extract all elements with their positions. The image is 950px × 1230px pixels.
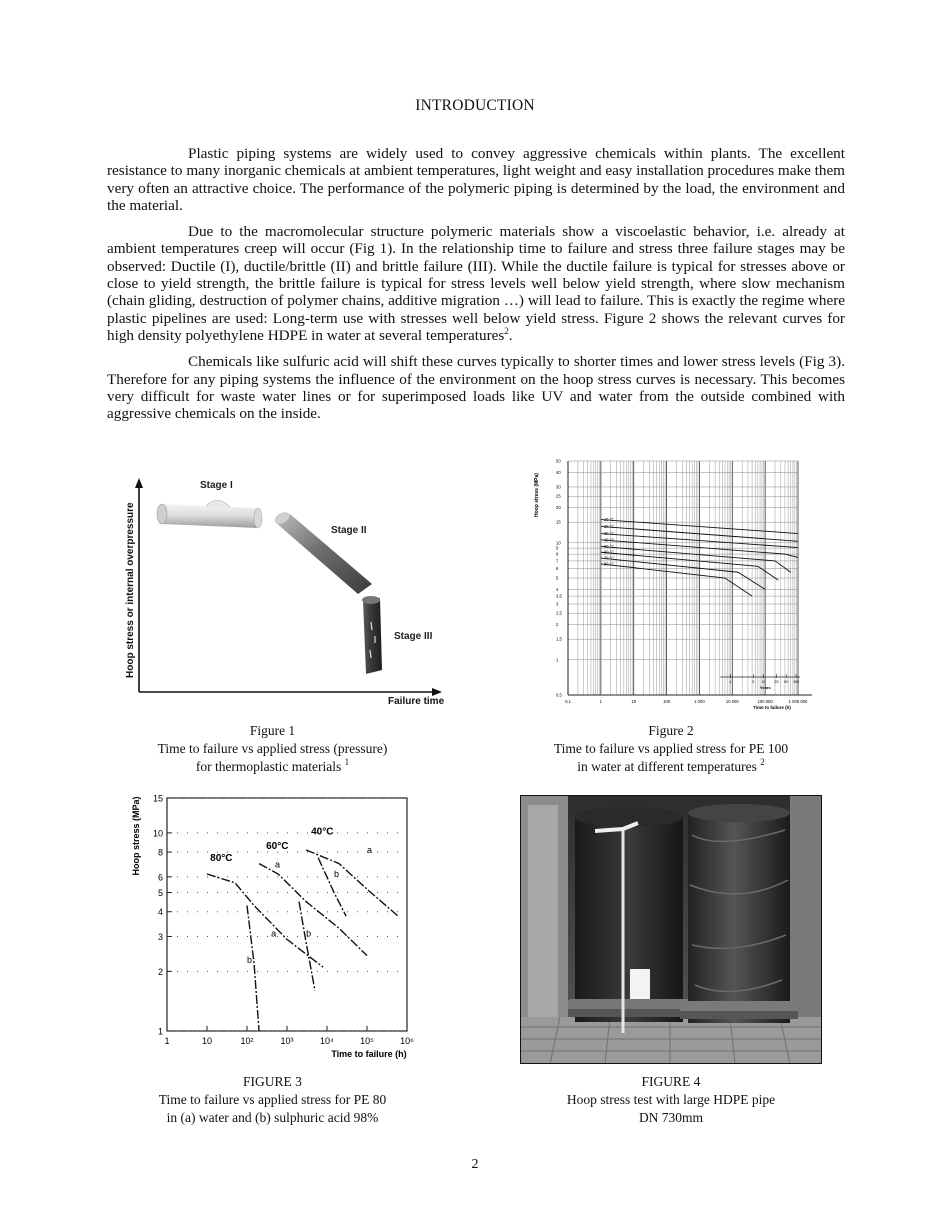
figure-3-temperature-label: 80°C <box>210 853 233 865</box>
stage-2-pipe <box>273 510 372 594</box>
photo-floor <box>520 1017 822 1064</box>
figure-3-caption-line-2: in (a) water and (b) sulphuric acid 98% <box>166 1110 379 1125</box>
figure-3-x-tick-label: 10³ <box>280 1036 294 1046</box>
figure-2-y-tick-label: 4 <box>556 586 559 592</box>
reference-superscript: 2 <box>504 325 509 336</box>
figure-1-illustration <box>120 472 445 712</box>
figure-2-y-tick-label: 2,5 <box>556 610 562 616</box>
figure-3-y-tick-label: 2 <box>157 966 163 977</box>
figure-3-curve <box>259 864 367 956</box>
figure-3-temperature-label: 60°C <box>266 840 289 852</box>
figure-2-legend-entry: 30 °C <box>603 531 615 537</box>
figure-2-y-tick-label: 3,5 <box>556 593 562 599</box>
figure-2-y-tick-label: 2 <box>556 622 559 628</box>
figure-2-curve <box>601 543 791 572</box>
figure-3-x-tick-label: 1 <box>164 1036 170 1046</box>
figure-2-curve <box>601 555 765 589</box>
figure-2-x-tick-label: 1 000 000 <box>788 699 808 704</box>
figure-3-chart <box>125 790 425 1065</box>
page-number: 2 <box>471 1157 479 1172</box>
figure-2-years-tick-label: 100 <box>792 680 800 684</box>
stage-3-pipe <box>362 596 382 674</box>
figure-2-years-tick-label: 50 <box>784 680 789 684</box>
stage-1-pipe <box>157 500 262 528</box>
figure-4-caption-line-2: DN 730mm <box>638 1110 704 1125</box>
figure-3-dotted-grid <box>167 798 407 1031</box>
paragraph-3: Chemicals like sulfuric acid will shift these curves typically to shorter times and lower stress levels (Fig 3). Therefore for any piping systems the influence of the environment on the hoop stress curves is necessary. This becomes very difficult for waste water lines or for superimposed loads like UV and water from the outside combined with aggressive chemicals on the inside. <box>107 353 845 423</box>
figure-2-chart <box>526 455 816 710</box>
figure-2-x-tick-label: 10 000 <box>725 699 739 704</box>
figure-1-caption-line-2: for thermoplastic materials <box>195 759 342 774</box>
figure-3-curves <box>207 850 398 1031</box>
figure-3-series-marker: b <box>334 868 340 879</box>
figure-2-caption-line-2-wrap <box>521 758 821 776</box>
figure-2-legend-entry: 40 °C <box>603 537 615 543</box>
figure-2-legend <box>604 517 615 566</box>
figure-3-y-tick-label: 4 <box>157 907 163 918</box>
figure-2-years-tick-label: 1 <box>729 680 732 684</box>
figure-1-caption-line-2-wrap <box>120 758 425 776</box>
figure-4-photo <box>520 795 822 1064</box>
figure-2-reference: 2 <box>760 757 765 767</box>
figure-3-series-marker: b <box>306 928 312 939</box>
figure-3-x-tick-label: 10⁶ <box>400 1036 414 1046</box>
figure-4-caption <box>521 1073 821 1127</box>
figure-3-caption-line-1: Time to failure vs applied stress for PE 80 <box>158 1092 387 1107</box>
figure-3-y-tick-label: 10 <box>152 828 163 839</box>
figure-1-y-label: Hoop stress or internal overpressure <box>125 502 136 678</box>
figure-2-x-tick-label: 1 <box>599 699 603 704</box>
figure-3-curve <box>247 906 259 1031</box>
figure-3-title: FIGURE 3 <box>243 1074 302 1089</box>
figure-3-x-tick-label: 10⁵ <box>360 1036 374 1046</box>
figure-3-y-tick-label: 6 <box>157 872 163 883</box>
figure-2-legend-entry: 80 °C <box>603 561 615 567</box>
figure-3-y-tick-label: 5 <box>157 888 163 899</box>
figure-3-series-marker: a <box>367 845 373 856</box>
figure-2-title: Figure 2 <box>648 723 694 738</box>
figure-3-x-tick-label: 10 <box>201 1036 213 1046</box>
figure-2-x-tick-label: 1 000 <box>694 699 705 704</box>
figure-2-y-tick-label: 40 <box>556 469 561 475</box>
figure-2-x-tick-label: 0,1 <box>565 699 571 704</box>
stage-3-label: Stage III <box>394 631 433 642</box>
figure-2-y-tick-label: 5 <box>556 575 559 581</box>
figure-3-series-marker: a <box>274 859 280 870</box>
figure-3-series-marker: a <box>271 928 277 939</box>
figure-2-y-tick-label: 9 <box>556 545 559 551</box>
figure-2-y-tick-label: 30 <box>556 484 561 490</box>
figure-4-title: FIGURE 4 <box>641 1074 701 1089</box>
figure-3-x-tick-label: 10² <box>240 1036 254 1046</box>
figure-2-years-label: Years <box>759 685 771 690</box>
figure-3-x-label: Time to failure (h) <box>331 1049 407 1059</box>
paragraph-2-text: Due to the macromolecular structure polymeric materials show a viscoelastic behavior, i.e. already at ambient temperatures creep will occur (Fig 1). In the relationship time to failure and stress three failure stages may be observed: Ductile (I), ductile/brittle (II) and brittle failure (III). While the ductile failure is typical for stresses above or close to yield strength, the brittle failure is typical for stress levels well below yield strength, where slow mechanism (chain gliding, destruction of polymer chains, additive migration …) will lead to failure. This is exactly the regime where plastic pipelines are used: Long-term use with stresses well below yield stress. Figure 2 shows the relevant curves for high density polyethylene HDPE in water at several temperatures <box>107 223 845 344</box>
figure-2-y-tick-label: 1,5 <box>556 636 562 642</box>
figure-2-legend-entry: 20 °C <box>603 523 615 529</box>
figure-1-reference: 1 <box>344 757 350 767</box>
figure-3-temperature-label: 40°C <box>311 826 334 838</box>
figure-2-legend-entry: 10 °C <box>603 517 615 523</box>
figure-2-y-tick-label: 1 <box>556 657 559 663</box>
figure-2-years-tick-label: 10 <box>761 680 766 684</box>
figure-3-y-tick-label: 1 <box>157 1026 163 1037</box>
figure-2-years-tick-label: 5 <box>752 680 755 684</box>
figure-3-y-tick-label: 8 <box>157 847 163 858</box>
figure-3-curve <box>207 874 323 967</box>
figure-3-curve <box>299 902 315 991</box>
body-text <box>107 145 845 431</box>
figure-2-caption <box>521 722 821 776</box>
figure-2-y-tick-label: 3 <box>556 601 559 607</box>
stage-1-label: Stage I <box>200 480 233 491</box>
figure-2-y-tick-label: 7 <box>556 558 559 564</box>
figure-2-x-tick-label: 100 <box>663 699 671 704</box>
stage-2-label: Stage II <box>331 525 367 536</box>
paragraph-2-period: . <box>508 326 513 344</box>
figure-3-x-tick-label: 10⁴ <box>320 1036 334 1046</box>
photo-pipe-right <box>680 804 798 1023</box>
figure-1-y-arrow <box>135 478 143 488</box>
figure-2-y-tick-label: 15 <box>556 519 561 525</box>
photo-label-card <box>630 969 650 999</box>
figure-3-curve <box>318 858 346 916</box>
figure-3-y-tick-label: 3 <box>157 931 163 942</box>
figure-2-y-tick-label: 20 <box>556 505 561 511</box>
figure-2-caption-line-2: in water at different temperatures <box>577 759 757 774</box>
figure-3-y-label: Hoop stress (MPa) <box>131 796 141 876</box>
figure-2-x-tick-label: 100 000 <box>757 699 773 704</box>
figure-2-legend-entry: 60 °C <box>603 549 615 555</box>
figure-1-title: Figure 1 <box>249 723 296 738</box>
figure-2-caption-line-1: Time to failure vs applied stress for PE 100 <box>553 741 789 756</box>
photo-pipe-left <box>568 807 690 1022</box>
figure-3-tick-labels <box>153 794 414 1047</box>
figure-2-y-tick-label: 10 <box>556 540 561 546</box>
paragraph-1: Plastic piping systems are widely used to convey aggressive chemicals within plants. The excellent resistance to many inorganic chemicals at ambient temperatures, light weight and easy installation procedures make them very often an attractive choice. The performance of the polymeric piping is determined by the load, the environment and the material. <box>107 145 845 214</box>
figure-2-y-tick-label: 6 <box>556 566 559 572</box>
figure-2-y-tick-label: 50 <box>556 458 561 464</box>
page-heading: INTRODUCTION <box>415 97 535 114</box>
figure-4-caption-line-1: Hoop stress test with large HDPE pipe <box>566 1092 776 1107</box>
figure-2-years-tick-label: 25 <box>774 680 779 684</box>
figure-2-legend-entry: 50 °C <box>603 543 615 549</box>
figure-2-y-tick-label: 25 <box>556 493 561 499</box>
figure-2-y-tick-label: 8 <box>556 551 559 557</box>
figure-1-x-label: Failure time <box>388 696 445 707</box>
figure-2-x-tick-label: 10 <box>631 699 637 704</box>
figure-3-y-tick-label: 15 <box>152 793 163 804</box>
figure-2-y-tick-label: 0,5 <box>556 692 562 698</box>
figure-2-legend-entry: 70 °C <box>603 555 615 561</box>
paragraph-2 <box>107 223 845 344</box>
figure-3-series-marker: b <box>247 955 253 966</box>
figure-1-x-arrow <box>432 688 442 696</box>
figure-2-y-label: Hoop stress (MPa) <box>534 473 540 517</box>
figure-1-caption <box>120 722 425 776</box>
figure-3-annotations <box>210 827 372 966</box>
figure-2-x-label: Time to failure (h) <box>753 705 791 710</box>
figure-1-caption-line-1: Time to failure vs applied stress (pressure) <box>157 741 388 756</box>
figure-3-caption <box>120 1073 425 1127</box>
